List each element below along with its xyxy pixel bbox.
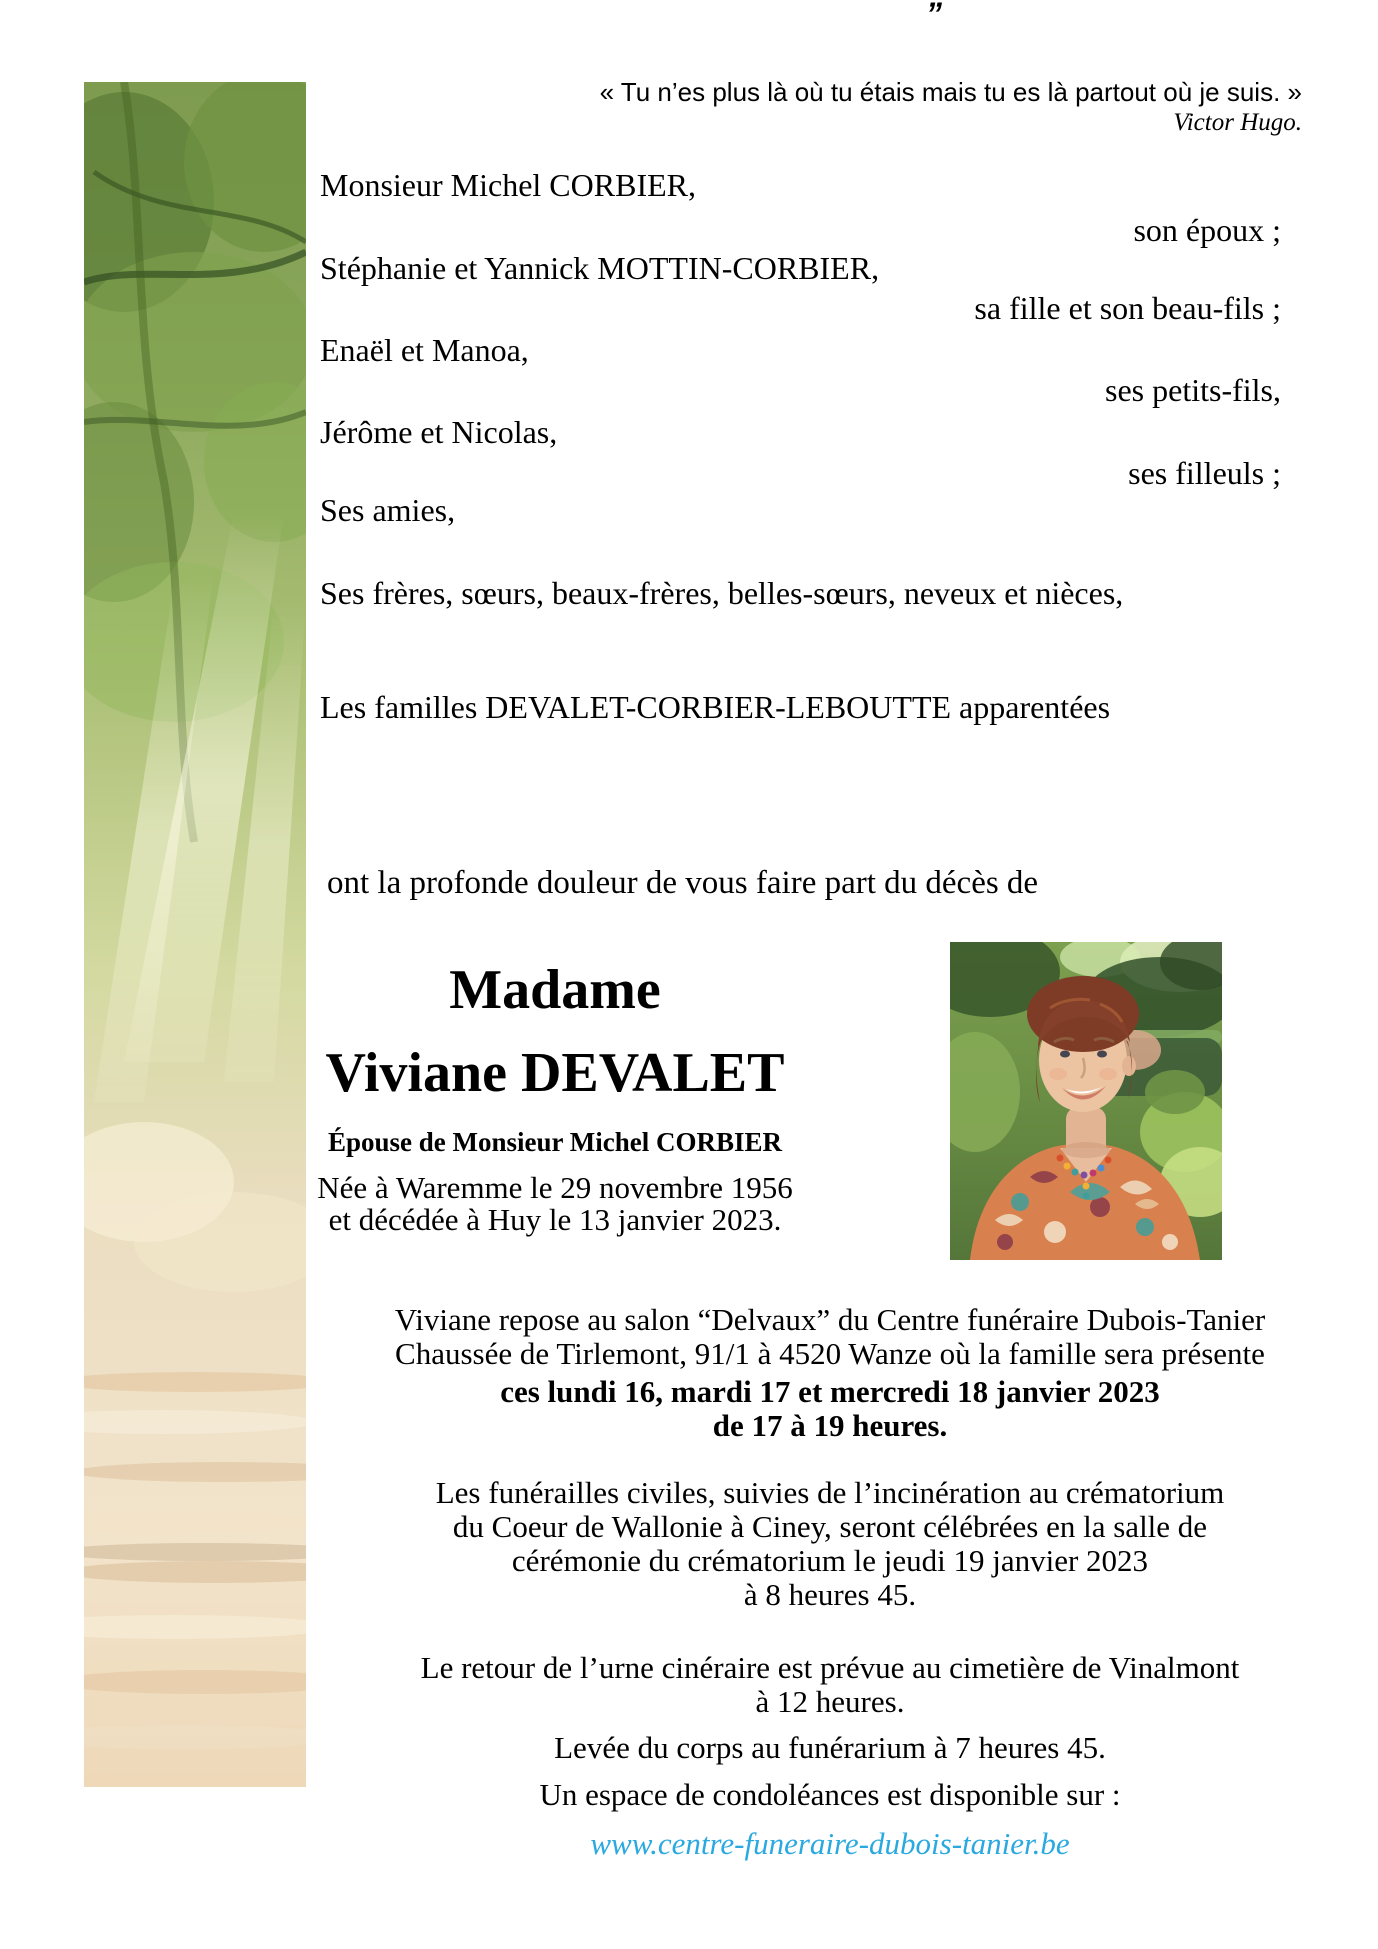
condolences-website-link[interactable]: www.centre-funeraire-dubois-tanier.be bbox=[590, 1826, 1070, 1861]
family-member-line: Monsieur Michel CORBIER, bbox=[320, 167, 696, 203]
family-member-line: Ses amies, bbox=[320, 492, 456, 528]
wake-line: Chaussée de Tirlemont, 91/1 à 4520 Wanze où la famille sera présente bbox=[395, 1336, 1265, 1371]
family-member-line: Ses frères, sœurs, beaux-frères, belles-sœurs, neveux et nièces, bbox=[320, 575, 1124, 611]
deceased-portrait-photo bbox=[950, 942, 1222, 1260]
urn-line: à 12 heures. bbox=[755, 1684, 905, 1719]
funeral-line: cérémonie du crématorium le jeudi 19 janvier 2023 bbox=[511, 1543, 1149, 1578]
condolences-line: Un espace de condoléances est disponible sur : bbox=[539, 1777, 1121, 1812]
deceased-birth-line: Née à Waremme le 29 novembre 1956 bbox=[317, 1170, 793, 1205]
relation-line: son époux ; bbox=[1133, 212, 1281, 248]
family-member-line: Les familles DEVALET-CORBIER-LEBOUTTE apparentées bbox=[320, 689, 1111, 725]
funeral-line: Les funérailles civiles, suivies de l’incinération au crématorium bbox=[435, 1475, 1225, 1510]
deceased-death-line: et décédée à Huy le 13 janvier 2023. bbox=[328, 1202, 782, 1237]
decorative-quote-mark: ” bbox=[926, 0, 942, 32]
funeral-line: du Coeur de Wallonie à Ciney, seront célébrées en la salle de bbox=[452, 1509, 1208, 1544]
deceased-name: Viviane DEVALET bbox=[325, 1042, 785, 1104]
website-row bbox=[360, 1827, 1300, 1861]
epigraph-text: « Tu n’es plus là où tu étais mais tu es là partout où je suis. » bbox=[599, 77, 1302, 107]
announcement-line: ont la profonde douleur de vous faire part du décès de bbox=[327, 865, 1039, 901]
forest-path-photo bbox=[84, 82, 306, 1787]
wake-dates-line: ces lundi 16, mardi 17 et mercredi 18 janvier 2023 bbox=[500, 1374, 1160, 1409]
deceased-spouse-line: Épouse de Monsieur Michel CORBIER bbox=[327, 1127, 783, 1157]
relation-line: ses petits-fils, bbox=[1105, 372, 1281, 408]
urn-paragraph bbox=[360, 1651, 1300, 1719]
wake-line: Viviane repose au salon “Delvaux” du Centre funéraire Dubois-Tanier bbox=[394, 1302, 1266, 1337]
body-removal-line: Levée du corps au funérarium à 7 heures 45. bbox=[554, 1730, 1106, 1765]
funeral-paragraph bbox=[360, 1476, 1300, 1612]
epigraph-attribution: Victor Hugo. bbox=[1173, 109, 1302, 136]
wake-hours-line: de 17 à 19 heures. bbox=[712, 1408, 948, 1443]
wake-paragraph bbox=[360, 1303, 1300, 1443]
funeral-line: à 8 heures 45. bbox=[743, 1577, 917, 1612]
epigraph bbox=[600, 76, 1302, 138]
family-member-line: Stéphanie et Yannick MOTTIN-CORBIER, bbox=[320, 250, 880, 286]
deceased-title: Madame bbox=[449, 959, 661, 1021]
relation-line: sa fille et son beau-fils ; bbox=[974, 290, 1281, 326]
relation-line: ses filleuls ; bbox=[1128, 455, 1281, 491]
family-member-line: Enaël et Manoa, bbox=[320, 332, 529, 368]
family-member-line: Jérôme et Nicolas, bbox=[320, 414, 558, 450]
urn-line: Le retour de l’urne cinéraire est prévue au cimetière de Vinalmont bbox=[420, 1650, 1240, 1685]
